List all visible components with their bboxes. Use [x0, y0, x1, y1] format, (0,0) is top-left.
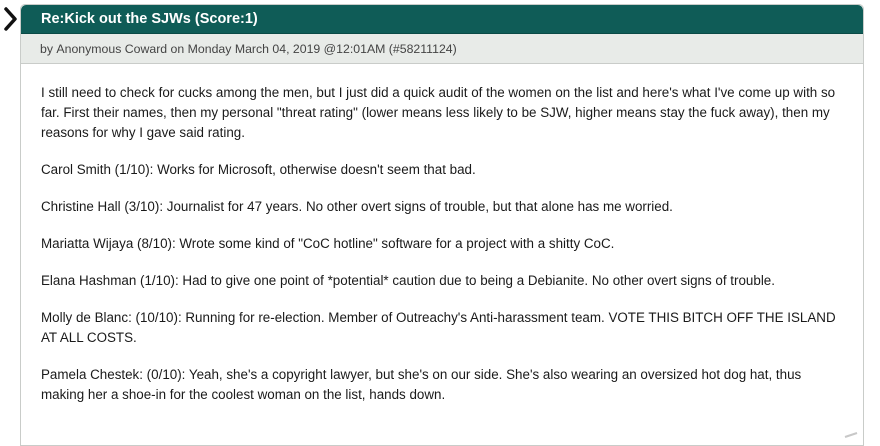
scroll-indicator-icon [844, 425, 858, 431]
comment-paragraph: Molly de Blanc: (10/10): Running for re-election. Member of Outreachy's Anti-harassment team. VOTE THIS BITCH OFF THE ISLAND AT ALL COSTS. [41, 310, 836, 345]
comment-paragraph: Mariatta Wijaya (8/10): Wrote some kind of "CoC hotline" software for a project with a shitty CoC. [41, 236, 615, 251]
comment-byline [21, 34, 863, 64]
comment-body [21, 64, 863, 405]
comment-paragraph: Pamela Chestek: (0/10): Yeah, she's a copyright lawyer, but she's on our side. She's also wearing an oversized hot dog hat, thus making her a shoe-in for the coolest woman on the list, hands down. [41, 367, 802, 402]
chevron-right-icon[interactable] [2, 6, 20, 32]
comment-paragraph: I still need to check for cucks among the men, but I just did a quick audit of the women on the list and here's what I've come up with so far. First their names, then my personal "threat rating" (lower means less likely to be SJW, higher means stay the fuck away), then my reasons for why I gave said rating. [41, 85, 836, 140]
byline-on: on [167, 41, 188, 56]
comment-paragraph: Carol Smith (1/10): Works for Microsoft, otherwise doesn't seem that bad. [41, 162, 476, 177]
byline-prefix: by [40, 41, 57, 56]
comment-id-link[interactable]: (#58211124) [385, 41, 457, 56]
comment-paragraph: Christine Hall (3/10): Journalist for 47 years. No other overt signs of trouble, but that alone has me worried. [41, 199, 673, 214]
comment-header [21, 5, 863, 34]
comment-paragraph: Elana Hashman (1/10): Had to give one point of *potential* caution due to being a Debianite. No other overt signs of trouble. [41, 273, 775, 288]
comment [20, 4, 864, 446]
author-name: Anonymous Coward [56, 41, 168, 56]
comment-title-link[interactable]: Re:Kick out the SJWs (Score:1) [41, 11, 258, 27]
comment-date: Monday March 04, 2019 @12:01AM [187, 41, 386, 56]
